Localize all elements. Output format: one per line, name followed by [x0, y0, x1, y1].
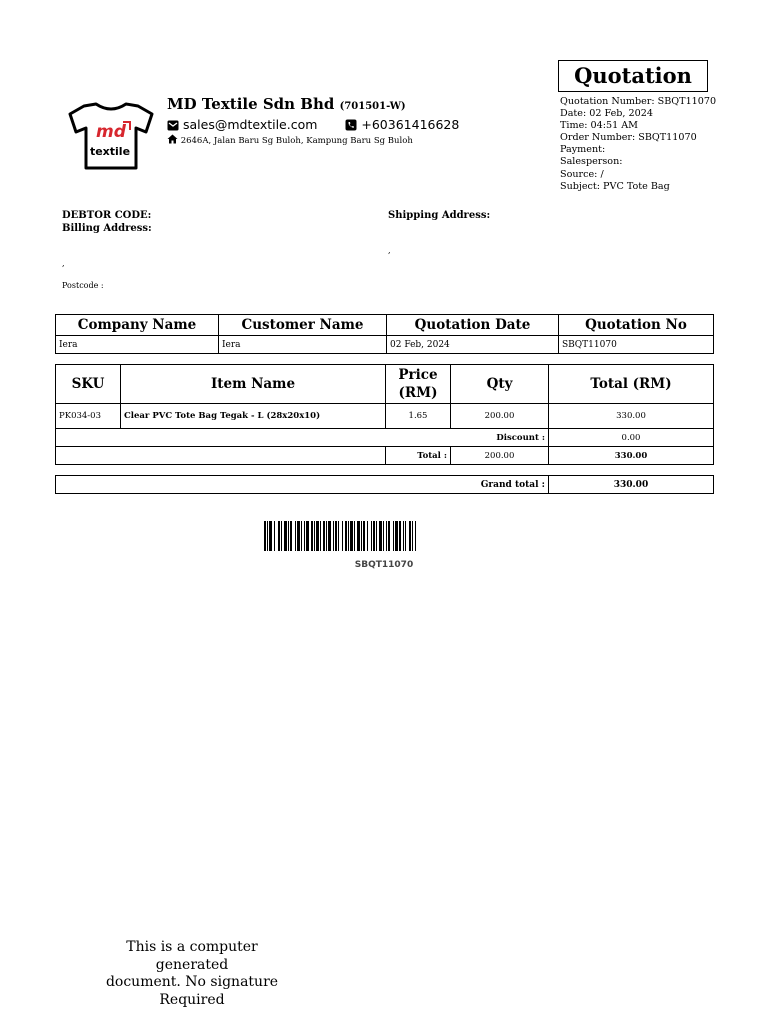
barcode-bar [399, 521, 401, 551]
barcode-bar [274, 521, 275, 551]
total-spacer [56, 447, 386, 465]
company-name [167, 95, 406, 113]
barcode-bar [409, 521, 411, 551]
barcode-bar [281, 521, 282, 551]
total-qty: 200.00 [451, 447, 549, 465]
cell-quotation-date: 02 Feb, 2024 [387, 336, 559, 354]
barcode-bar [345, 521, 347, 551]
footer-line-2: document. No signature [105, 974, 279, 990]
total-value: 330.00 [549, 447, 714, 465]
barcode-bar [342, 521, 343, 551]
barcode-bar [267, 521, 268, 551]
barcode-bar [301, 521, 302, 551]
home-icon [167, 134, 178, 144]
barcode-bar [316, 521, 319, 551]
header-total: Total (RM) [549, 365, 714, 404]
barcode-bar [335, 521, 337, 551]
item-sku: PK034-03 [56, 404, 121, 429]
quotation-meta [560, 96, 716, 193]
header-quotation-date: Quotation Date [387, 315, 559, 336]
header-price-line1: Price [398, 367, 438, 383]
barcode-bar [383, 521, 384, 551]
barcode-bar [295, 521, 296, 551]
quotation-info-table [55, 314, 714, 354]
quotation-number: Quotation Number: SBQT11070 [560, 96, 717, 107]
debtor-code-label: DEBTOR CODE: [62, 210, 152, 221]
header-item-name: Item Name [121, 365, 386, 404]
discount-label: Discount : [56, 429, 549, 447]
logo-brand-text: md [96, 122, 126, 142]
barcode-bar [357, 521, 360, 551]
source: Source: / [560, 168, 604, 180]
total-label: Total : [386, 447, 451, 465]
barcode-bar [290, 521, 292, 551]
billing-address-value: , [62, 259, 65, 268]
barcode-bar [297, 521, 300, 551]
header-company-name: Company Name [56, 315, 219, 336]
company-name-text: MD Textile Sdn Bhd [167, 95, 335, 113]
header-price [386, 365, 451, 404]
barcode-bar [361, 521, 362, 551]
payment: Payment: [560, 144, 606, 156]
barcode-bar [412, 521, 413, 551]
order-number: Order Number: SBQT11070 [560, 132, 697, 144]
company-reg: (701501-W) [339, 101, 406, 112]
barcode-bar [314, 521, 315, 551]
barcode-bar [328, 521, 331, 551]
barcode-bar [403, 521, 404, 551]
email-icon [167, 120, 179, 131]
header-price-line2: (RM) [398, 385, 438, 401]
barcode-bar [415, 521, 416, 551]
cell-company-name: Iera [56, 336, 219, 354]
table-row [56, 336, 714, 354]
barcode-bar [393, 521, 394, 551]
barcode-bar [354, 521, 355, 551]
company-address-line [167, 134, 413, 146]
discount-row [56, 429, 714, 447]
grand-total-row [56, 476, 714, 494]
barcode-bar [376, 521, 377, 551]
table-header-row [56, 315, 714, 336]
barcode-bar [373, 521, 375, 551]
header-quotation-no: Quotation No [559, 315, 714, 336]
quotation-date: Date: 02 Feb, 2024 [560, 108, 653, 120]
shipping-address-label: Shipping Address: [388, 210, 491, 221]
barcode-bar [320, 521, 321, 551]
barcode-bar [363, 521, 365, 551]
header-qty: Qty [451, 365, 549, 404]
document-title: Quotation [558, 60, 708, 92]
shipping-address-value: , [388, 246, 391, 255]
barcode-bar [311, 521, 313, 551]
table-header-row [56, 365, 714, 404]
cell-customer-name: Iera [219, 336, 387, 354]
item-total: 330.00 [549, 404, 714, 429]
salesperson: Salesperson: [560, 156, 623, 168]
barcode-bar [306, 521, 309, 551]
company-phone: +60361416628 [361, 117, 460, 132]
footer-line-3: Required [159, 991, 225, 1008]
phone-icon [345, 119, 357, 131]
quotation-time: Time: 04:51 AM [560, 120, 638, 132]
billing-address-label: Billing Address: [62, 223, 152, 234]
total-row [56, 447, 714, 465]
grand-total-value: 330.00 [549, 476, 714, 494]
barcode-bar [264, 521, 266, 551]
company-email: sales@mdtextile.com [182, 117, 318, 132]
barcode-bar [326, 521, 327, 551]
item-price: 1.65 [386, 404, 451, 429]
barcode-bar [386, 521, 387, 551]
grand-total-table [55, 475, 714, 494]
table-row [56, 404, 714, 429]
barcode-bar [333, 521, 334, 551]
barcode-bar [288, 521, 289, 551]
company-logo [66, 100, 156, 172]
postcode-label: Postcode : [62, 281, 104, 290]
footer-line-1: This is a computer generated [126, 939, 258, 973]
barcode-bar [350, 521, 353, 551]
contact-line [167, 117, 459, 132]
barcode-bar [269, 521, 272, 551]
barcode-bar [371, 521, 372, 551]
barcode-bar [323, 521, 325, 551]
subject: Subject: PVC Tote Bag [560, 180, 670, 192]
logo-word-text: textile [89, 145, 131, 158]
discount-value: 0.00 [549, 429, 714, 447]
item-name: Clear PVC Tote Bag Tegak - L (28x20x10) [121, 404, 386, 429]
barcode-bar [405, 521, 406, 551]
barcode-bar [348, 521, 349, 551]
barcode-bar [388, 521, 390, 551]
barcode-bar [395, 521, 398, 551]
footer-note [88, 939, 296, 1009]
header-customer-name: Customer Name [219, 315, 387, 336]
barcode-text: SBQT11070 [354, 560, 414, 570]
barcode-bar [367, 521, 368, 551]
header-sku: SKU [56, 365, 121, 404]
barcode-bar [304, 521, 305, 551]
barcode-bar [284, 521, 287, 551]
barcode-bar [278, 521, 280, 551]
barcode-bar [338, 521, 339, 551]
cell-quotation-no: SBQT11070 [559, 336, 714, 354]
items-table [55, 364, 714, 465]
company-address: 2646A, Jalan Baru Sg Buloh, Kampung Baru Sg Buloh [180, 136, 413, 146]
barcode-bar [379, 521, 382, 551]
grand-total-label: Grand total : [56, 476, 549, 494]
barcode [264, 521, 504, 551]
item-qty: 200.00 [451, 404, 549, 429]
